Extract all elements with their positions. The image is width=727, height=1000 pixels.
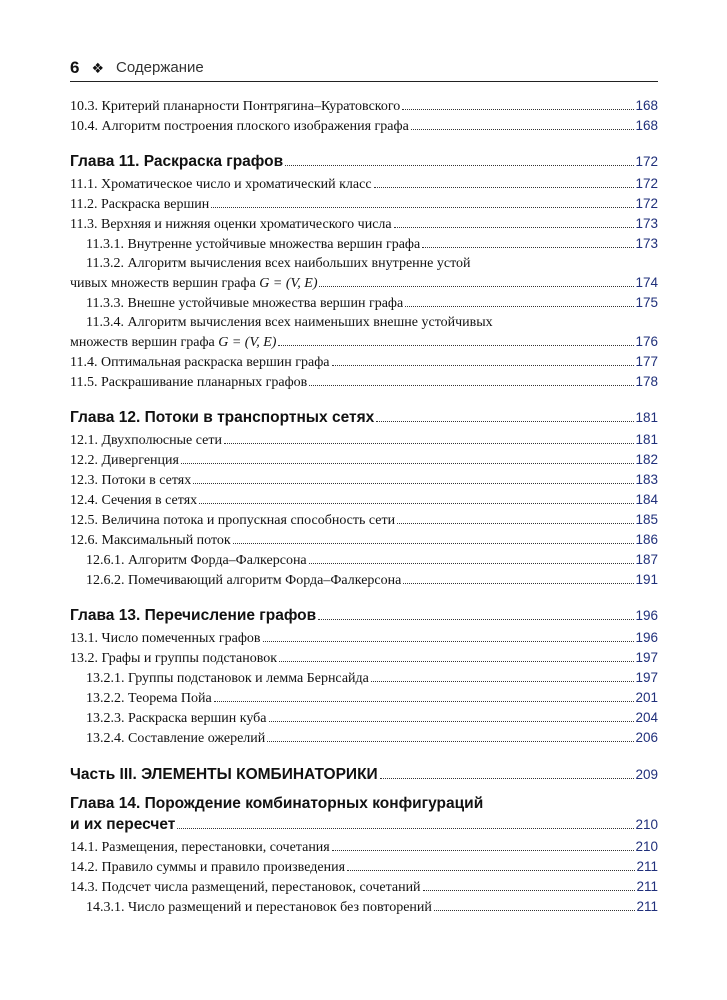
header-title: Содержание bbox=[116, 59, 204, 76]
toc-part[interactable]: Часть III. ЭЛЕМЕНТЫ КОМБИНАТОРИКИ 209 bbox=[70, 766, 658, 783]
toc-entry[interactable]: множеств вершин графа G = (V, E) 176 bbox=[70, 334, 658, 350]
toc-entry[interactable]: 12.6.2. Помечивающий алгоритм Форда–Фалкерсона 191 bbox=[86, 572, 658, 588]
table-of-contents bbox=[70, 96, 658, 917]
graph-formula: G = (V, E) bbox=[218, 335, 277, 350]
toc-entry[interactable]: 11.5. Раскрашивание планарных графов 178 bbox=[70, 374, 658, 390]
toc-entry[interactable]: 12.6. Максимальный поток 186 bbox=[70, 532, 658, 548]
toc-chapter[interactable]: Глава 11. Раскраска графов 172 bbox=[70, 153, 658, 170]
toc-entry[interactable]: 12.1. Двухполюсные сети 181 bbox=[70, 432, 658, 448]
toc-entry[interactable]: 14.3. Подсчет числа размещений, перестановок, сочетаний 211 bbox=[70, 879, 658, 895]
toc-entry[interactable]: 13.2.3. Раскраска вершин куба 204 bbox=[86, 710, 658, 726]
toc-entry[interactable]: 14.3.1. Число размещений и перестановок без повторений 211 bbox=[86, 899, 658, 915]
graph-formula: G = (V, E) bbox=[259, 276, 318, 291]
toc-entry[interactable]: 12.6.1. Алгоритм Форда–Фалкерсона 187 bbox=[86, 552, 658, 568]
toc-chapter[interactable]: и их пересчет 210 bbox=[70, 816, 658, 833]
toc-entry[interactable]: 12.2. Дивергенция 182 bbox=[70, 452, 658, 468]
toc-entry[interactable]: 13.2.1. Группы подстановок и лемма Бернсайда 197 bbox=[86, 670, 658, 686]
toc-entry[interactable]: 13.2.4. Составление ожерелий 206 bbox=[86, 730, 658, 746]
toc-entry[interactable]: 12.4. Сечения в сетях 184 bbox=[70, 492, 658, 508]
toc-chapter-line[interactable]: Глава 14. Порождение комбинаторных конфигураций bbox=[70, 795, 484, 812]
toc-entry[interactable]: 11.2. Раскраска вершин 172 bbox=[70, 196, 658, 212]
page-number: 6 bbox=[70, 58, 80, 77]
toc-entry[interactable]: 11.4. Оптимальная раскраска вершин графа 177 bbox=[70, 354, 658, 370]
toc-chapter[interactable]: Глава 13. Перечисление графов 196 bbox=[70, 607, 658, 624]
toc-entry[interactable]: 10.3. Критерий планарности Понтрягина–Куратовского 168 bbox=[70, 98, 658, 114]
toc-entry[interactable]: 13.2. Графы и группы подстановок 197 bbox=[70, 650, 658, 666]
toc-chapter[interactable]: Глава 12. Потоки в транспортных сетях 181 bbox=[70, 409, 658, 426]
toc-entry[interactable]: 12.5. Величина потока и пропускная способность сети 185 bbox=[70, 512, 658, 528]
toc-entry-line[interactable]: 11.3.4. Алгоритм вычисления всех наименьших внешне устойчивых bbox=[86, 315, 493, 330]
toc-entry[interactable]: 11.1. Хроматическое число и хроматический класс 172 bbox=[70, 176, 658, 192]
toc-entry[interactable]: 11.3.1. Внутренне устойчивые множества вершин графа 173 bbox=[86, 236, 658, 252]
toc-entry[interactable]: 11.3. Верхняя и нижняя оценки хроматического числа 173 bbox=[70, 216, 658, 232]
diamond-ornament-icon: ❖ bbox=[91, 60, 105, 76]
toc-entry[interactable]: 13.2.2. Теорема Пойа 201 bbox=[86, 690, 658, 706]
toc-entry[interactable]: 12.3. Потоки в сетях 183 bbox=[70, 472, 658, 488]
running-header bbox=[70, 56, 658, 82]
toc-entry[interactable]: 13.1. Число помеченных графов 196 bbox=[70, 630, 658, 646]
toc-entry[interactable]: 11.3.3. Внешне устойчивые множества вершин графа 175 bbox=[86, 295, 658, 311]
toc-entry[interactable]: 10.4. Алгоритм построения плоского изображения графа 168 bbox=[70, 118, 658, 134]
toc-entry[interactable]: 14.1. Размещения, перестановки, сочетания 210 bbox=[70, 839, 658, 855]
toc-entry[interactable]: чивых множеств вершин графа G = (V, E) 174 bbox=[70, 275, 658, 291]
toc-entry-line[interactable]: 11.3.2. Алгоритм вычисления всех наибольших внутренне устой bbox=[86, 256, 471, 271]
toc-entry[interactable]: 14.2. Правило суммы и правило произведения 211 bbox=[70, 859, 658, 875]
